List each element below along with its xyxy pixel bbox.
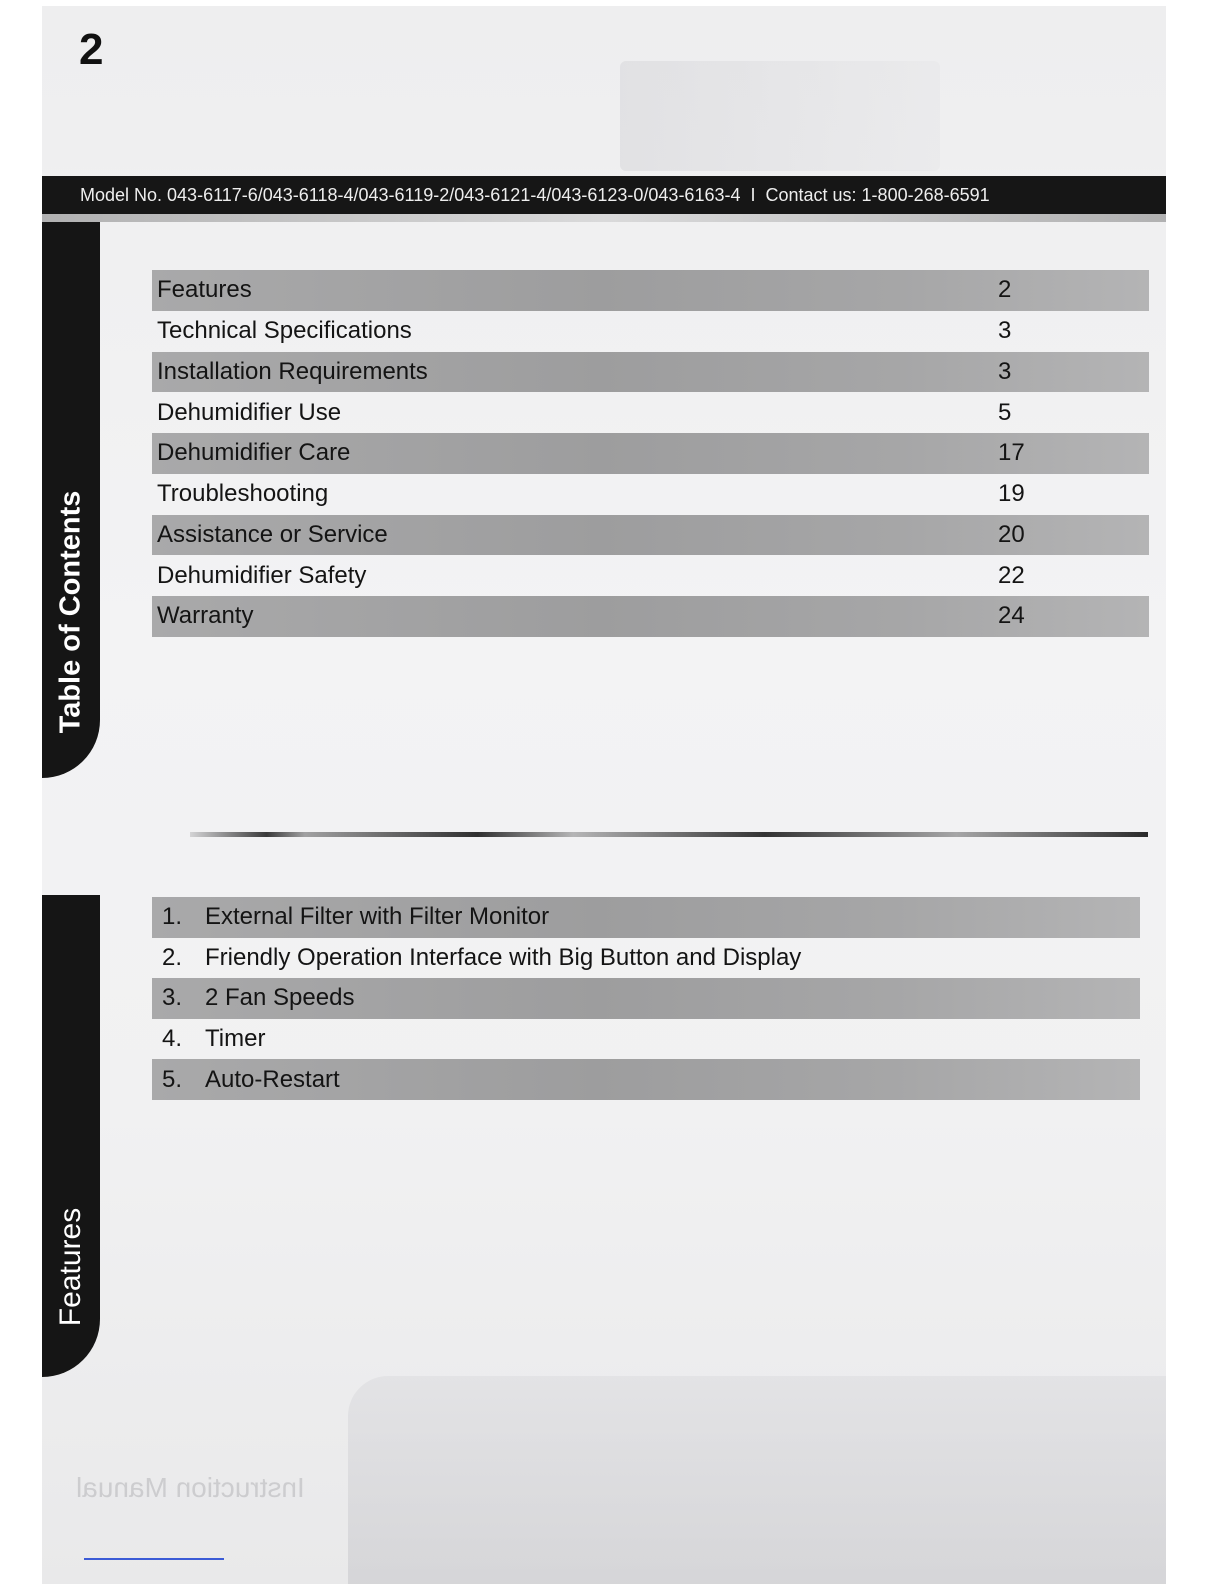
toc-title: Warranty — [157, 602, 254, 630]
feature-item — [152, 1059, 1140, 1100]
feature-text: Friendly Operation Interface with Big Button and Display — [205, 943, 802, 971]
feature-text: Auto-Restart — [205, 1065, 340, 1093]
toc-title: Troubleshooting — [157, 480, 329, 508]
show-through-logo — [620, 61, 940, 171]
footer-rule — [84, 1558, 224, 1560]
toc-row — [152, 352, 1149, 393]
show-through-footer-text: Instruction Manual — [76, 1472, 305, 1503]
feature-number: 4. — [162, 1025, 183, 1053]
model-number-text: Model No. 043-6117-6/043-6118-4/043-6119-2/043-6121-4/043-6123-0/043-6163-4 — [80, 185, 741, 205]
feature-number: 2. — [162, 943, 183, 971]
toc-row — [152, 474, 1149, 515]
toc-page-number: 20 — [998, 520, 1025, 548]
show-through-image — [348, 1376, 1166, 1584]
toc-page-number: 3 — [998, 357, 1012, 385]
toc-title: Features — [157, 276, 252, 304]
toc-page-number: 2 — [998, 276, 1012, 304]
feature-number: 3. — [162, 984, 183, 1012]
toc-page-number: 17 — [998, 439, 1025, 467]
header-separator: I — [750, 185, 756, 205]
toc-row — [152, 596, 1149, 637]
toc-page-number: 3 — [998, 317, 1012, 345]
toc-title: Assistance or Service — [157, 520, 388, 548]
toc-row — [152, 392, 1149, 433]
toc-tab-label: Table of Contents — [54, 490, 87, 734]
toc-side-tab — [42, 222, 100, 778]
feature-text: Timer — [205, 1025, 266, 1053]
toc-page-number: 19 — [998, 480, 1025, 508]
model-contact-bar — [42, 176, 1166, 214]
feature-number: 1. — [162, 903, 183, 931]
feature-item — [152, 897, 1140, 938]
toc-title: Technical Specifications — [157, 317, 412, 345]
toc-title: Dehumidifier Safety — [157, 561, 367, 589]
manual-page — [42, 6, 1166, 1584]
contact-text: Contact us: 1-800-268-6591 — [765, 185, 990, 205]
toc-row — [152, 311, 1149, 352]
page-number: 2 — [79, 25, 104, 74]
features-side-tab — [42, 895, 100, 1377]
toc-row — [152, 433, 1149, 474]
feature-item — [152, 938, 1140, 979]
features-list — [152, 897, 1140, 1100]
feature-item — [152, 978, 1140, 1019]
toc-row — [152, 515, 1149, 556]
feature-item — [152, 1019, 1140, 1060]
toc-page-number: 5 — [998, 398, 1012, 426]
feature-text: 2 Fan Speeds — [205, 984, 355, 1012]
toc-title: Dehumidifier Care — [157, 439, 351, 467]
toc-row — [152, 270, 1149, 311]
features-tab-label: Features — [54, 1207, 87, 1327]
toc-title: Installation Requirements — [157, 357, 428, 385]
toc-row — [152, 555, 1149, 596]
header-shadow — [42, 214, 1166, 222]
feature-number: 5. — [162, 1065, 183, 1093]
toc-title: Dehumidifier Use — [157, 398, 342, 426]
table-of-contents — [152, 270, 1149, 637]
feature-text: External Filter with Filter Monitor — [205, 903, 550, 931]
toc-page-number: 22 — [998, 561, 1025, 589]
section-divider — [190, 832, 1148, 837]
toc-page-number: 24 — [998, 602, 1025, 630]
